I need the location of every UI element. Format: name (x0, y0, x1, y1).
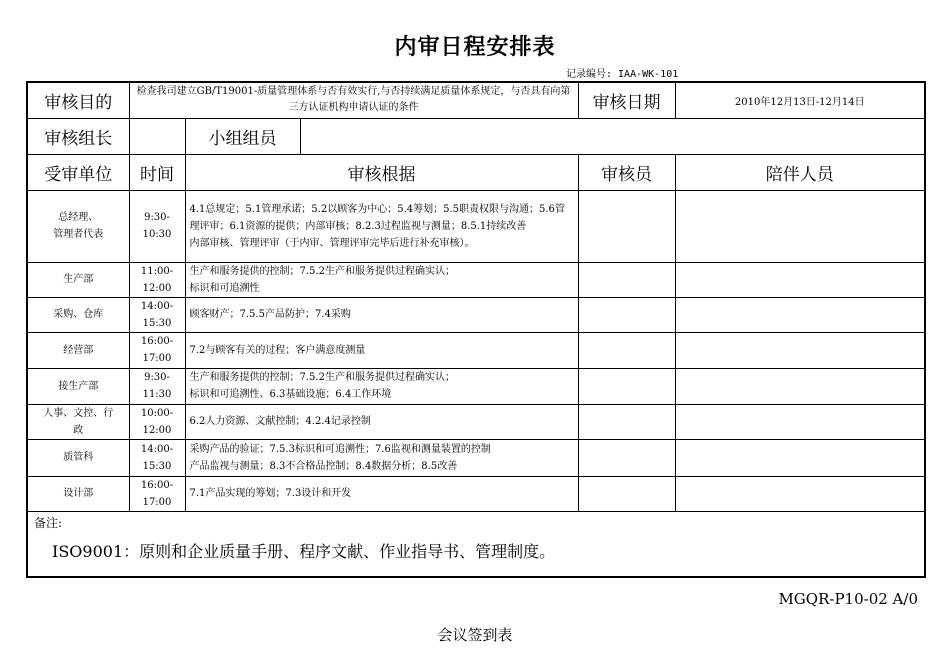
escort-cell[interactable] (675, 332, 925, 368)
time-line: 10:00- (140, 407, 174, 419)
purpose-row (27, 82, 925, 118)
col-header-time: 时间 (129, 154, 185, 190)
time-line: 15:30 (142, 460, 172, 472)
time-cell (129, 262, 185, 297)
notes-label: 备注: (34, 515, 63, 530)
basis-line: 7.1产品实现的筹划；7.3设计和开发 (189, 488, 352, 499)
time-line: 11:30 (142, 389, 172, 400)
unit-cell (27, 368, 129, 404)
unit-line: 设计部 (63, 488, 94, 499)
escort-cell[interactable] (675, 262, 925, 297)
time-line: 12:00 (142, 282, 172, 294)
basis-cell (185, 262, 578, 297)
time-line: 15:30 (142, 317, 172, 329)
time-cell (129, 404, 185, 439)
escort-cell[interactable] (675, 476, 925, 511)
schedule-row (27, 297, 925, 332)
time-cell (129, 368, 185, 404)
basis-cell (185, 368, 578, 404)
basis-line: 生产和服务提供的控制；7.5.2生产和服务提供过程确实认； (189, 265, 455, 277)
basis-cell (185, 476, 578, 511)
unit-cell (27, 476, 129, 511)
basis-cell (185, 332, 578, 368)
time-cell (129, 297, 185, 332)
time-line: 12:00 (142, 424, 172, 436)
unit-line: 采购、仓库 (53, 309, 104, 320)
time-line: 16:00- (140, 336, 174, 347)
basis-line: 产品监视与测量；8.3不合格品控制；8.4数据分析；8.5改善 (189, 460, 458, 472)
form-code: MGQR-P10-02 A/0 (778, 590, 918, 608)
schedule-row (27, 368, 925, 404)
unit-line: 总经理、 (58, 212, 99, 223)
unit-cell (27, 439, 129, 476)
unit-line: 质管科 (63, 452, 94, 463)
time-line: 14:00- (140, 300, 174, 312)
basis-line: 4.1总规定；5.1管理承诺；5.2以顾客为中心；5.4筹划；5.5职责权限与沟通；5.6管理评审；6.1资源的提供；内部审核；8.2.3过程监视与测量；8.5.1持续改善 (189, 203, 565, 232)
time-cell (129, 190, 185, 262)
basis-cell (185, 190, 578, 262)
document-title: 内审日程安排表 (394, 34, 556, 60)
unit-line: 管理者代表 (53, 229, 104, 240)
time-line: 17:00 (142, 353, 172, 364)
time-line: 11:00- (140, 265, 174, 277)
unit-cell (27, 332, 129, 368)
basis-line: 生产和服务提供的控制；7.5.2生产和服务提供过程确实认； (189, 372, 455, 383)
escort-cell[interactable] (675, 404, 925, 439)
record-number: 记录编号: IAA-WK-101 (566, 69, 679, 80)
time-line: 14:00- (140, 443, 174, 455)
unit-cell (27, 404, 129, 439)
auditor-cell[interactable] (578, 368, 675, 404)
unit-line: 经营部 (63, 344, 94, 356)
auditor-cell[interactable] (578, 190, 675, 262)
auditor-cell[interactable] (578, 404, 675, 439)
schedule-row (27, 262, 925, 297)
escort-cell[interactable] (675, 190, 925, 262)
unit-line: 政 (73, 424, 84, 436)
unit-cell (27, 190, 129, 262)
basis-cell (185, 297, 578, 332)
basis-line: 标识和可追溯性 (189, 282, 260, 294)
schedule-row (27, 439, 925, 476)
basis-cell (185, 439, 578, 476)
notes-row (27, 511, 925, 577)
escort-cell[interactable] (675, 368, 925, 404)
auditor-cell[interactable] (578, 332, 675, 368)
unit-line: 接生产部 (58, 380, 99, 392)
time-line: 17:00 (142, 496, 172, 508)
notes-cell (27, 511, 925, 577)
schedule-row (27, 476, 925, 511)
basis-line: 标识和可追溯性、6.3基础设施；6.4工作环境 (189, 389, 392, 400)
leader-value[interactable] (129, 118, 185, 154)
time-line: 9:30- (144, 372, 170, 383)
unit-cell (27, 262, 129, 297)
auditor-cell[interactable] (578, 476, 675, 511)
sign-in-title: 会议签到表 (437, 626, 513, 644)
col-header-basis: 审核根据 (185, 154, 578, 190)
auditor-cell[interactable] (578, 297, 675, 332)
schedule-row (27, 190, 925, 262)
time-line: 16:00- (140, 479, 174, 491)
notes-text: ISO9001：原则和企业质量手册、程序文献、作业指导书、管理制度。 (52, 541, 556, 561)
schedule-row (27, 332, 925, 368)
col-header-auditor: 审核员 (578, 154, 675, 190)
date-label: 审核日期 (578, 82, 675, 118)
column-header-row (27, 154, 925, 190)
audit-schedule-table (26, 81, 926, 578)
col-header-escort: 陪伴人员 (675, 154, 925, 190)
basis-line: 6.2人力资源、文献控制；4.2.4记录控制 (189, 416, 371, 427)
purpose-text: 检查我司建立GB/T19001-质量管理体系与否有效实行,与否持续满足质量体系规定，与否具有向第三方认证机构申请认证的条件 (129, 82, 578, 118)
members-value[interactable] (300, 118, 925, 154)
leader-label: 审核组长 (27, 118, 129, 154)
time-cell (129, 332, 185, 368)
basis-line: 顾客财产；7.5.5产品防护；7.4采购 (189, 309, 351, 320)
schedule-row (27, 404, 925, 439)
basis-cell (185, 404, 578, 439)
unit-line: 生产部 (63, 274, 94, 285)
time-line: 10:30 (142, 229, 172, 240)
date-value: 2010年12月13日-12月14日 (675, 82, 925, 118)
unit-line: 人事、文控、行 (43, 407, 114, 419)
basis-line: 采购产品的验证；7.5.3标识和可追溯性；7.6监视和测量装置的控制 (189, 443, 491, 455)
escort-cell[interactable] (675, 439, 925, 476)
time-line: 9:30- (144, 212, 170, 223)
members-label: 小组组员 (185, 118, 300, 154)
basis-line: 7.2与顾客有关的过程；客户满意度测量 (189, 344, 366, 356)
escort-cell[interactable] (675, 297, 925, 332)
leader-row (27, 118, 925, 154)
unit-cell (27, 297, 129, 332)
time-cell (129, 439, 185, 476)
time-cell (129, 476, 185, 511)
auditor-cell[interactable] (578, 262, 675, 297)
auditor-cell[interactable] (578, 439, 675, 476)
col-header-unit: 受审单位 (27, 154, 129, 190)
purpose-label: 审核目的 (27, 82, 129, 118)
basis-line: 内部审核、管理评审（于内审、管理评审完毕后进行补充审核）。 (189, 237, 475, 249)
